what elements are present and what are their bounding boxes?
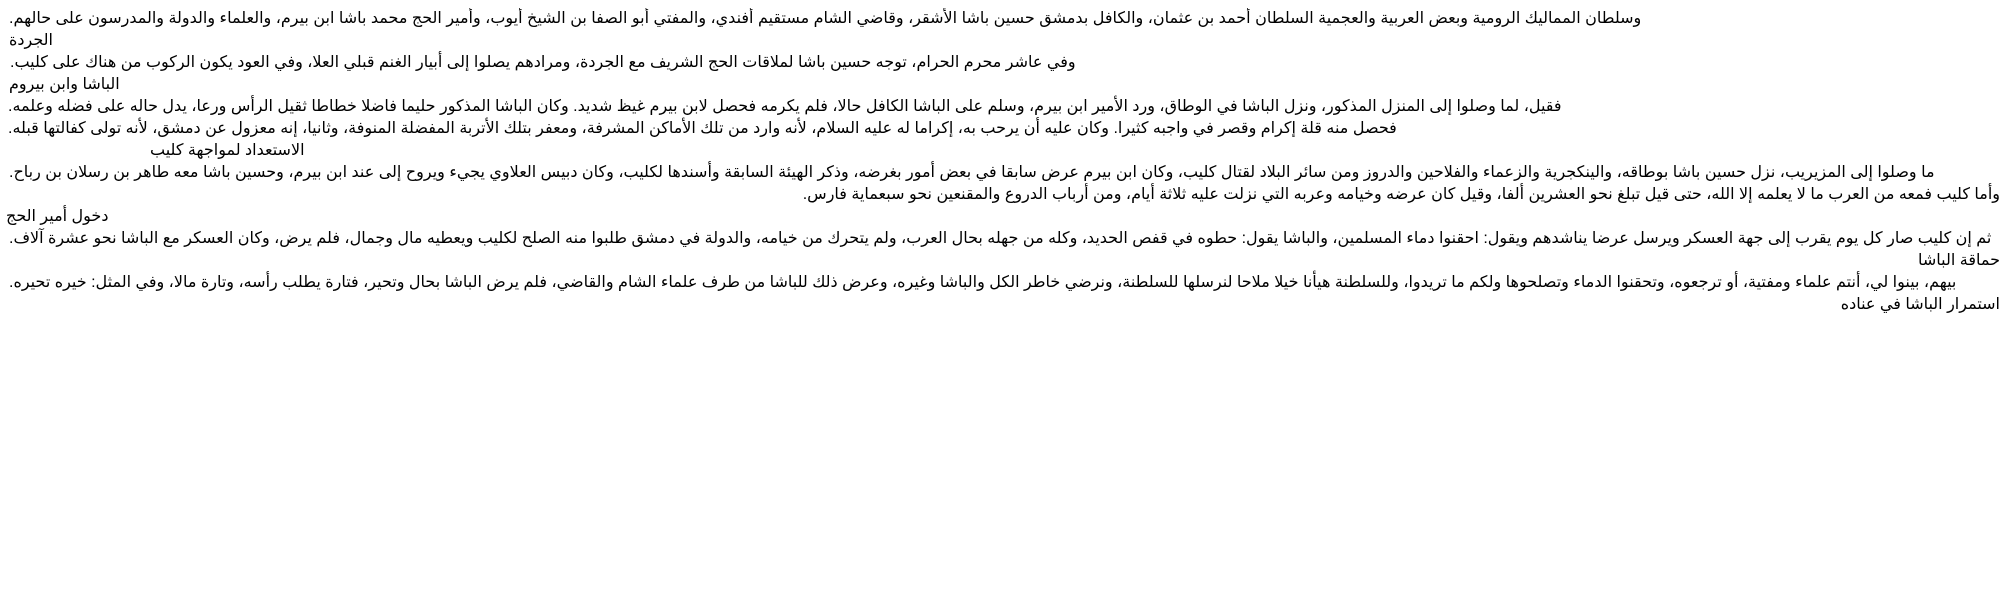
paragraph-line <box>0 52 2000 74</box>
paragraph-line <box>0 96 2000 118</box>
paragraph-line <box>0 162 2000 184</box>
heading-text: دخول أمير الحج <box>6 208 109 225</box>
document-page <box>0 8 2000 600</box>
paragraph-text: بيهم، بينوا لي، أنتم علماء ومفتية، أو ترجعوه، وتحقنوا الدماء وتصلحوها ولكم ما تريدوا، وللسلطنة هيأنا خيلا ملاحا لنرسلها للسلطنة، ونرضي خاطر الكل والباشا وغيره، وعرض ذلك للباشا من طرف علماء الشام والقاضي، فلم يرض الباشا بحال وتحير، فتارة يطلب رأسه، وتارة مالا، وفي المثل: خيره تحيره. <box>9 274 1957 291</box>
paragraph-text: ثم إن كليب صار كل يوم يقرب إلى جهة العسكر ويرسل عرضا يناشدهم ويقول: احقنوا دماء المسلمين، والباشا يقول: حطوه في قفص الحديد، وكله من جهله بحال العرب، ولم يتحرك من خيامه، والدولة في دمشق طلبوا منه الصلح لكليب ويعطيه مال وجمال، فلم يرض، وكان العسكر مع الباشا نحو عشرة آلاف. <box>9 230 1992 247</box>
paragraph-line <box>0 184 2000 206</box>
paragraph-text: ما وصلوا إلى المزيريب، نزل حسين باشا بوطاقه، والينكجرية والزعماء والفلاحين والدروز ومن سائر البلاد لقتال كليب، وكان ابن بيرم عرض سابقا في بعض أمور بغرضه، وذكر الهيئة السابقة وأسندها لكليب، وكان دبيس العلاوي يجيء ويروح إلى عند ابن بيرم، وحسين باشا معه طاهر بن رسلان بن رباح. <box>9 164 1935 181</box>
paragraph-text: وأما كليب فمعه من العرب ما لا يعلمه إلا الله، حتى قيل تبلغ نحو العشرين ألفا، وقيل كان عرضه وخيامه وعربه التي نزلت عليه ثلاثة أيام، ومن أرباب الدروع والمقنعين نحو سبعماية فارس. <box>802 186 2000 203</box>
section-heading <box>0 250 2000 272</box>
heading-text: الباشا وابن بيروم <box>9 76 120 93</box>
paragraph-line <box>0 8 2000 30</box>
paragraph-text: فحصل منه قلة إكرام وقصر في واجبه كثيرا. وكان عليه أن يرحب به، إكراما له عليه السلام، لأنه وارد من تلك الأماكن المشرفة، ومعفر بتلك الأتربة المفضلة المنوفة، وثانيا، إنه معزول عن دمشق، لأنه تولى كفالتها قبله. <box>8 120 1397 137</box>
paragraph-line <box>0 228 2000 250</box>
paragraph-line <box>0 272 2000 294</box>
section-heading <box>0 30 2000 52</box>
paragraph-text: فقيل، لما وصلوا إلى المنزل المذكور، ونزل الباشا في الوطاق، ورد الأمير ابن بيرم، وسلم على الباشا الكافل حالا، فلم يكرمه فحصل لابن بيرم غيظ شديد. وكان الباشا المذكور حليما فاضلا خطاطا ثقيل الرأس ورعا، يدل حاله على فضله وعلمه. <box>8 98 1562 115</box>
section-heading <box>0 74 2000 96</box>
section-heading <box>0 140 2000 162</box>
heading-text: الجردة <box>9 32 53 49</box>
paragraph-text: وسلطان المماليك الرومية وبعض العربية والعجمية السلطان أحمد بن عثمان، والكافل بدمشق حسين باشا الأشقر، وقاضي الشام مستقيم أفندي، والمفتي أبو الصفا بن الشيخ أيوب، وأمير الحج محمد باشا ابن بيرم، والعلماء والدولة والمدرسون على حالهم. <box>9 10 1642 27</box>
paragraph-text: وفي عاشر محرم الحرام، توجه حسين باشا لملاقات الحج الشريف مع الجردة، ومرادهم يصلوا إلى أبيار الغنم قبلي العلا، وفي العود يكون الركوب من هناك على كليب. <box>10 54 1076 71</box>
heading-text: حماقة الباشا <box>1918 252 2000 269</box>
heading-text: الاستعداد لمواجهة كليب <box>150 142 305 159</box>
section-heading <box>0 294 2000 316</box>
paragraph-line <box>0 118 2000 140</box>
section-heading <box>0 206 2000 228</box>
heading-text: استمرار الباشا في عناده <box>1840 296 2000 313</box>
